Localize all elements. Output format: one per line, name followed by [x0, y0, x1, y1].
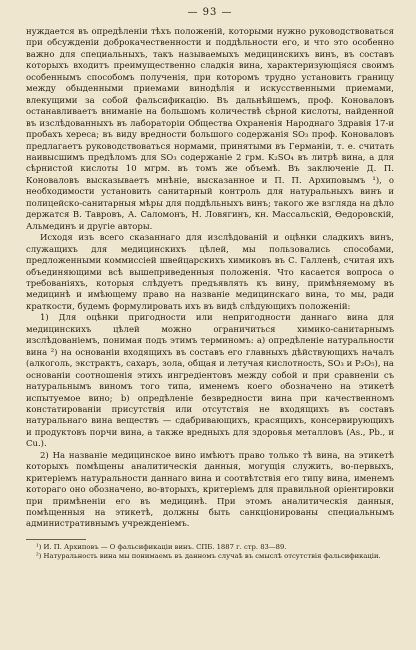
footnotes	[26, 543, 394, 561]
footnote: ¹) И. П. Архиповъ — О фальсификаціи винъ. СПБ. 1887 г. стр. 83—89.	[36, 542, 287, 551]
paragraph: 2) На названіе медицинское вино имѣютъ право только тѣ вина, на этикетѣ которыхъ помѣщены аналитическія данныя, могущія служить, во-первыхъ, критеріемъ натуральности даннаго вина и соотвѣтствія его типу вина, именемъ котораго оно обозначено, во-вторыхъ, критеріемъ для правильной оріентировки при примѣненіи его въ медицинѣ. При этомъ аналитическія данныя, помѣщенныя на этикетѣ, должны быть санкціонированы специальнымъ административнымъ учрежденіемъ.	[26, 450, 394, 530]
paragraph: 1) Для оцѣнки пригодности или непригодности даннаго вина для медицинскихъ цѣлей можно ограничиться химико-санитарнымъ изслѣдованіемъ, понимая подъ этимъ терминомъ: а) опредѣленіе натуральности вина ²) на основаніи входящихъ въ составъ его главныхъ дѣйствующихъ началъ (алкоголь, экстрактъ, сахаръ, зола, общая и летучая кислотность, SO₃ и P₂O₅), на основаніи соотношенія этихъ ингредіентовъ между собой и при сравненіи съ натуральнымъ виномъ того типа, именемъ коего обозначено на этикетѣ испытуемое вино; b) опредѣленіе безвредности вина при качественномъ констатированіи присутствія или отсутствія не входящихъ въ составъ натуральнаго вина веществъ — сдабривающихъ, красящихъ, консервирующихъ и продуктовъ порчи вина, а также вредныхъ для здоровья металловъ (As., Pb., и Cu.).	[26, 313, 394, 450]
page-number-header: — 93 —	[187, 7, 233, 18]
paragraph: нуждается въ опредѣленіи тѣхъ положеній, которыми нужно руководствоваться при обсужденіи доброкачественности и поддѣльности его, и что это особенно важно для специальныхъ, такъ называемыхъ медицинскихъ винъ, въ составъ которыхъ входитъ преимущественно сладкія вина, характеризующіяся своимъ особеннымъ способомъ полученія, при которомъ трудно установить границу между обыденными приемами винодѣлія и искусственными приемами, влекущими за собой фальсификацію. Въ дальнѣйшемъ, проф. Коноваловъ останавливаетъ вниманіе на большомъ количествѣ сѣрной кислоты, найденной въ изслѣдованныхъ въ лабораторіи Общества Охраненія Народнаго Здравія 17-и пробахъ хереса; въ виду вредности большого содержанія SO₃ проф. Коноваловъ предлагаетъ руководствоваться нормами, принятыми въ Германіи, т. е. считать наивысшимъ предѣломъ для SO₃ содержаніе 2 грм. K₂SO₄ въ литрѣ вина, а для сѣрнистой кислоты 10 мгрм. въ томъ же объемѣ. Въ заключеніе Д. П. Коноваловъ высказываетъ мнѣніе, высказанное и П. П. Архиповымъ ¹), о необходимости установить санитарный контроль для натуральныхъ винъ и полицейско-санитарныя мѣры для поддѣльныхъ винъ; такого же взгляда на дѣло держатся В. Тавровъ, А. Саломонъ, Н. Ловягинъ, кн. Массальскій, Ѳедоровскій, Альмединъ и другіе авторы.	[26, 27, 394, 232]
paragraph: Исходя изъ всего сказаннаго для изслѣдованій и оцѣнки сладкихъ винъ, служащихъ для медицинскихъ цѣлей, мы пользовались способами, предложенными коммиссіей швейцарскихъ химиковъ въ С. Галленѣ, считая ихъ объединяющими всѣ вышеприведенныя положенія. Что касается вопроса о требованіяхъ, которыя слѣдуетъ предъявлять къ вину, примѣняемому въ медицинѣ и имѣющему право на названіе медицинскаго вина, то мы, ради краткости, будемъ формулировать ихъ въ видѣ слѣдующихъ положеній:	[26, 233, 394, 312]
footnote: ²) Натуральность вина мы понимаемъ въ данномъ случаѣ въ смыслѣ отсутствія фальсификаціи.	[36, 551, 381, 560]
body-text	[26, 27, 394, 531]
footnote-divider	[26, 539, 86, 540]
